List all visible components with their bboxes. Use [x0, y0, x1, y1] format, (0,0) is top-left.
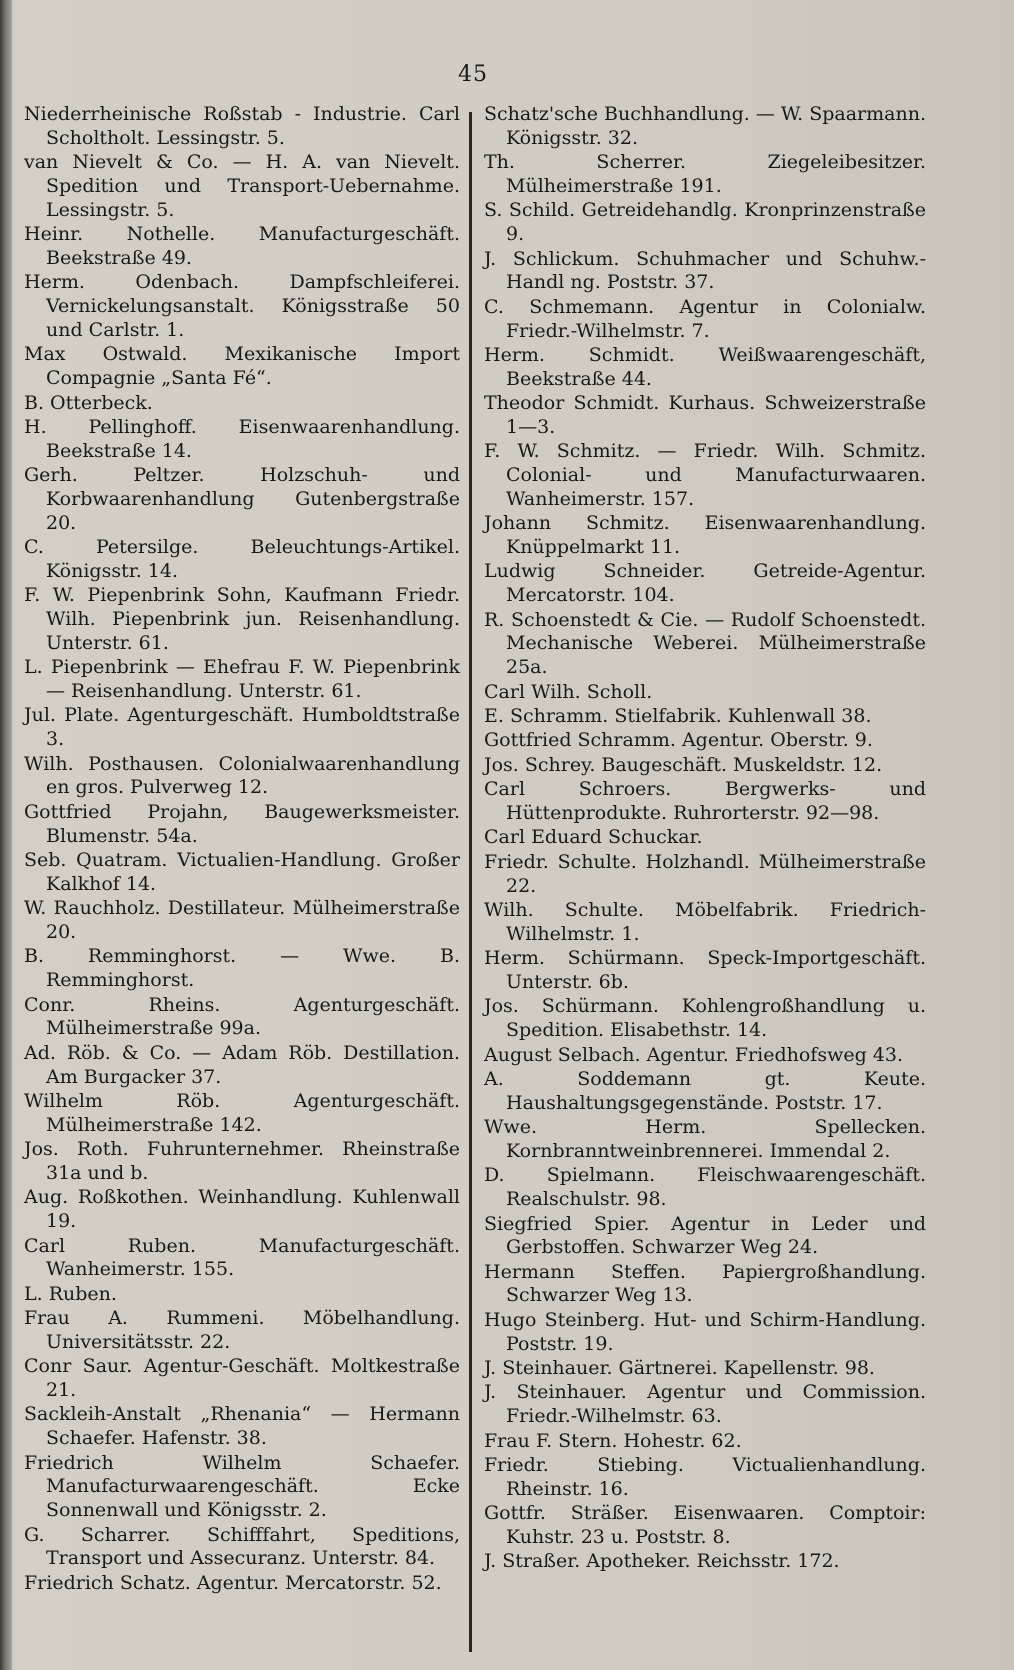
directory-entry: Niederrheinische Roßstab - Industrie. Carl Scholtholt. Lessingstr. 5. [24, 103, 460, 149]
directory-entry: R. Schoenstedt & Cie. — Rudolf Schoenstedt. Mechanische Weberei. Mülheimerstraße 25a. [484, 608, 926, 679]
directory-entry: Friedrich Wilhelm Schaefer. Manufacturwaarengeschäft. Ecke Sonnenwall und Königsstr. 2. [24, 1451, 460, 1522]
directory-entry: Jos. Schrey. Baugeschäft. Muskeldstr. 12. [484, 753, 883, 776]
directory-entry: August Selbach. Agentur. Friedhofsweg 43. [484, 1043, 904, 1066]
page-number: 45 [458, 62, 488, 87]
directory-entry: Max Ostwald. Mexikanische Import Compagnie „Santa Fé“. [24, 343, 460, 390]
directory-entry: F. W. Schmitz. — Friedr. Wilh. Schmitz. Colonial- und Manufacturwaaren. Wanheimerstr. 157. [484, 440, 926, 510]
directory-entry: Wilh. Schulte. Möbelfabrik. Friedrich-Wilhelmstr. 1. [484, 898, 926, 945]
directory-entry: C. Schmemann. Agentur in Colonialw. Friedr.-Wilhelmstr. 7. [484, 295, 926, 342]
directory-entry: Th. Scherrer. Ziegeleibesitzer. Mülheimerstraße 191. [484, 151, 926, 197]
directory-entry: Seb. Quatram. Victualien-Handlung. Großer Kalkhof 14. [24, 849, 460, 895]
directory-entry: van Nievelt & Co. — H. A. van Nievelt. Spedition und Transport-Uebernahme. Lessingstr. 5. [24, 151, 460, 221]
directory-entry: Gottfr. Sträßer. Eisenwaaren. Comptoir: Kuhstr. 23 u. Poststr. 8. [484, 1502, 926, 1549]
directory-entry: Carl Eduard Schuckar. [484, 826, 703, 849]
directory-entry: B. Otterbeck. [24, 391, 153, 414]
directory-entry: C. Petersilge. Beleuchtungs-Artikel. Königsstr. 14. [24, 536, 460, 582]
directory-entry: Gottfried Projahn, Baugewerksmeister. Blumenstr. 54a. [24, 800, 460, 847]
directory-entry: J. Steinhauer. Gärtnerei. Kapellenstr. 98. [484, 1357, 875, 1380]
directory-entry: L. Piepenbrink — Ehefrau F. W. Piepenbrink — Reisenhandlung. Unterstr. 61. [24, 656, 460, 703]
directory-entry: J. Steinhauer. Agentur und Commission. Friedr.-Wilhelmstr. 63. [484, 1381, 926, 1428]
directory-entry: Herm. Schmidt. Weißwaarengeschäft, Beekstraße 44. [484, 343, 926, 390]
directory-entry: Schatz'sche Buchhandlung. — W. Spaarmann. Königsstr. 32. [484, 103, 926, 149]
directory-entry: B. Remminghorst. — Wwe. B. Remminghorst. [24, 945, 460, 992]
directory-entry: Jos. Schürmann. Kohlengroßhandlung u. Spedition. Elisabethstr. 14. [484, 995, 926, 1042]
directory-entry: Sackleih-Anstalt „Rhenania“ — Hermann Schaefer. Hafenstr. 38. [24, 1403, 460, 1450]
directory-entry: J. Schlickum. Schuhmacher und Schuhw.-Handl ng. Poststr. 37. [484, 247, 926, 294]
directory-entry: G. Scharrer. Schifffahrt, Speditions, Transport und Assecuranz. Unterstr. 84. [24, 1523, 460, 1570]
directory-entry: Hermann Steffen. Papiergroßhandlung. Schwarzer Weg 13. [484, 1260, 926, 1307]
directory-entry: Wilh. Posthausen. Colonialwaarenhandlung en gros. Pulverweg 12. [24, 752, 460, 799]
directory-entry: Carl Ruben. Manufacturgeschäft. Wanheimerstr. 155. [24, 1234, 460, 1281]
directory-entry: Carl Wilh. Scholl. [484, 680, 653, 703]
directory-entry: A. Soddemann gt. Keute. Haushaltungsgegenstände. Poststr. 17. [484, 1067, 926, 1114]
directory-entry: Wwe. Herm. Spellecken. Kornbranntweinbrennerei. Immendal 2. [484, 1116, 926, 1162]
directory-entry: J. Straßer. Apotheker. Reichsstr. 172. [484, 1550, 840, 1573]
directory-entry: Jul. Plate. Agenturgeschäft. Humboldtstraße 3. [24, 704, 460, 751]
directory-entry: Friedrich Schatz. Agentur. Mercatorstr. 52. [24, 1571, 442, 1594]
directory-entry: Jos. Roth. Fuhrunternehmer. Rheinstraße 31a und b. [24, 1138, 460, 1184]
directory-entry: Theodor Schmidt. Kurhaus. Schweizerstraße 1—3. [484, 392, 926, 438]
directory-entry: Aug. Roßkothen. Weinhandlung. Kuhlenwall 19. [24, 1186, 460, 1233]
directory-entry: Johann Schmitz. Eisenwaarenhandlung. Knüppelmarkt 11. [484, 512, 926, 559]
directory-entry: W. Rauchholz. Destillateur. Mülheimerstraße 20. [24, 897, 460, 943]
column-divider [469, 112, 472, 1652]
directory-entry: Frau A. Rummeni. Möbelhandlung. Universitätsstr. 22. [24, 1307, 460, 1353]
directory-entry: Ludwig Schneider. Getreide-Agentur. Mercatorstr. 104. [484, 560, 926, 607]
directory-entry: Wilhelm Röb. Agenturgeschäft. Mülheimerstraße 142. [24, 1089, 460, 1136]
directory-entry: D. Spielmann. Fleischwaarengeschäft. Realschulstr. 98. [484, 1164, 926, 1211]
directory-entry: Carl Schroers. Bergwerks- und Hüttenprodukte. Ruhrorterstr. 92—98. [484, 778, 926, 825]
directory-entry: Heinr. Nothelle. Manufacturgeschäft. Beekstraße 49. [24, 223, 460, 269]
directory-entry: Conr Saur. Agentur-Geschäft. Moltkestraße 21. [24, 1355, 460, 1402]
right-column [484, 103, 926, 1575]
directory-entry: Siegfried Spier. Agentur in Leder und Gerbstoffen. Schwarzer Weg 24. [484, 1212, 926, 1259]
directory-entry: L. Ruben. [24, 1282, 117, 1305]
directory-entry: Friedr. Schulte. Holzhandl. Mülheimerstraße 22. [484, 850, 926, 897]
directory-entry: E. Schramm. Stielfabrik. Kuhlenwall 38. [484, 705, 872, 728]
directory-entry: Friedr. Stiebing. Victualienhandlung. Rheinstr. 16. [484, 1454, 926, 1500]
directory-entry: S. Schild. Getreidehandlg. Kronprinzenstraße 9. [484, 199, 926, 246]
directory-entry: F. W. Piepenbrink Sohn, Kaufmann Friedr. Wilh. Piepenbrink jun. Reisenhandlung. Unterstr. 61. [24, 584, 460, 654]
directory-entry: Conr. Rheins. Agenturgeschäft. Mülheimerstraße 99a. [24, 993, 460, 1040]
left-column [24, 103, 460, 1596]
book-spine-edge [0, 0, 12, 1670]
directory-entry: Frau F. Stern. Hohestr. 62. [484, 1429, 742, 1452]
directory-entry: Hugo Steinberg. Hut- und Schirm-Handlung. Poststr. 19. [484, 1308, 926, 1355]
directory-entry: Gottfried Schramm. Agentur. Oberstr. 9. [484, 729, 873, 752]
directory-entry: Ad. Röb. & Co. — Adam Röb. Destillation. Am Burgacker 37. [24, 1041, 460, 1088]
directory-entry: Herm. Odenbach. Dampfschleiferei. Vernickelungsanstalt. Königsstraße 50 und Carlstr. 1. [24, 271, 460, 341]
directory-entry: Herm. Schürmann. Speck-Importgeschäft. Unterstr. 6b. [484, 947, 926, 993]
directory-entry: Gerh. Peltzer. Holzschuh- und Korbwaarenhandlung Gutenbergstraße 20. [24, 464, 460, 534]
directory-entry: H. Pellinghoff. Eisenwaarenhandlung. Beekstraße 14. [24, 415, 460, 462]
